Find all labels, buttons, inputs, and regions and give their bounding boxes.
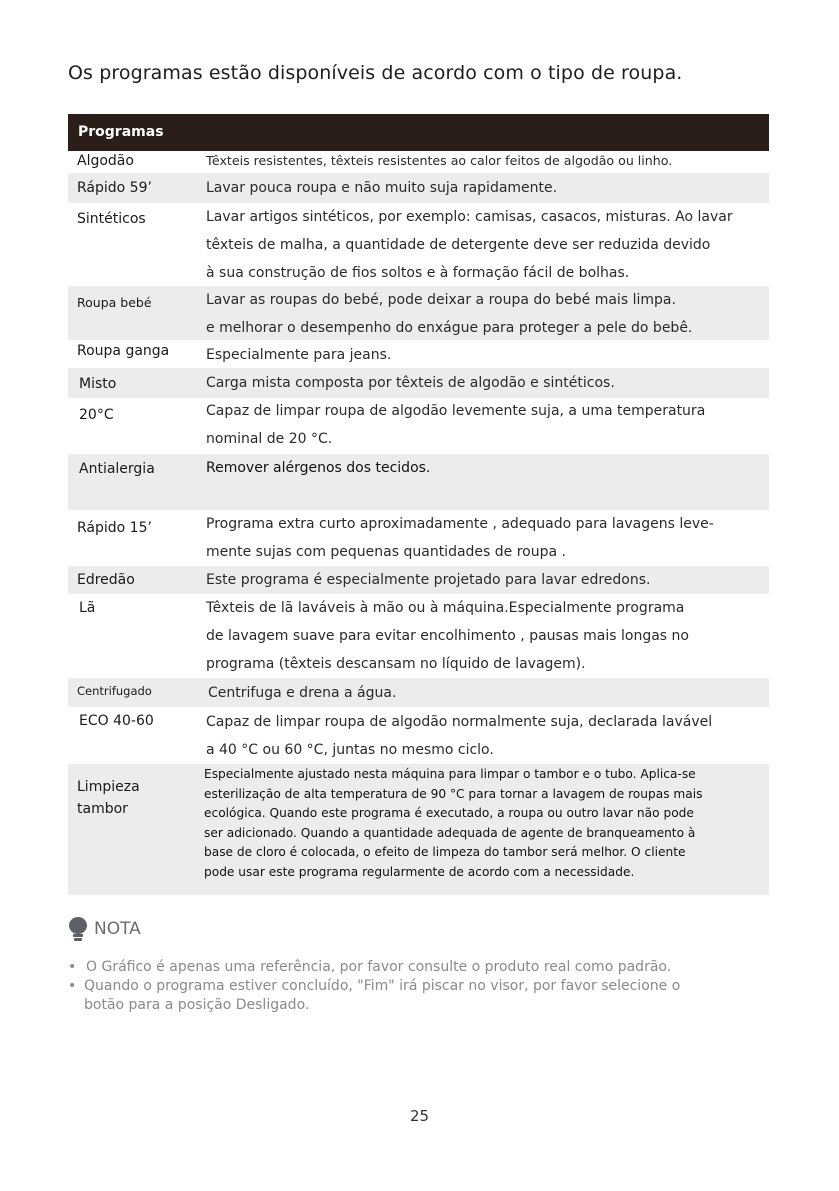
program-description [206,286,755,342]
desc-line: nominal de 20 °C. [206,431,333,447]
table-row [68,594,769,678]
desc-line: Têxteis de lã laváveis à mão ou à máquina.Especialmente programa [206,600,685,616]
program-name: Algodão [77,153,134,169]
program-name: ECO 40-60 [79,713,154,729]
program-name: Misto [79,376,117,392]
program-name: Roupa bebé [77,295,152,310]
note-text: O Gráfico é apenas uma referência, por favor consulte o produto real como padrão. [86,959,672,975]
desc-line: programa (têxteis descansam no líquido de lavagem). [206,656,586,672]
program-description [208,679,755,707]
desc-line: Centrifuga e drena a água. [208,685,397,701]
desc-line: Capaz de limpar roupa de algodão normalmente suja, declarada lavável [206,714,713,730]
lightbulb-icon [68,917,88,941]
program-description [206,510,755,566]
table-header: Programas [68,114,769,151]
desc-line: Lavar pouca roupa e não muito suja rapidamente. [206,180,558,196]
program-description [206,369,755,397]
table-row [68,454,769,510]
program-name: Sintéticos [77,211,146,227]
notes-list [68,958,748,1015]
program-description [206,708,755,764]
nota-section [68,917,141,941]
table-row [68,510,769,566]
table-row [68,151,769,173]
desc-line: têxteis de malha, a quantidade de detergente deve ser reduzida devido [206,237,711,253]
table-row [68,340,769,368]
desc-line: base de cloro é colocada, o efeito de limpeza do tambor será melhor. O cliente [204,845,686,859]
desc-line: ecológica. Quando este programa é executado, a roupa ou outro lavar não pode [204,806,694,820]
desc-line: pode usar este programa regularmente de acordo com a necessidade. [204,864,635,879]
desc-line: Remover alérgenos dos tecidos. [206,460,431,476]
table-row [68,203,769,286]
program-description [206,397,755,453]
program-name: Lã [79,600,96,616]
programs-table [68,114,769,895]
desc-line: Carga mista composta por têxteis de algodão e sintéticos. [206,375,615,391]
desc-line: Lavar as roupas do bebé, pode deixar a roupa do bebé mais limpa. [206,292,676,308]
page-number: 25 [409,1107,430,1125]
program-description [206,341,755,369]
note-text: Quando o programa estiver concluído, "Fim" irá piscar no visor, por favor selecione o [84,978,681,994]
program-description [206,147,755,175]
desc-line: Especialmente ajustado nesta máquina para limpar o tambor e o tubo. Aplica-se [204,767,696,781]
program-description [206,454,755,482]
program-description [206,594,755,678]
table-row [68,678,769,707]
table-row [68,707,769,764]
table-row [68,566,769,594]
program-description [204,765,755,882]
note-item [68,958,748,977]
table-row [68,173,769,203]
program-name: Rápido 59’ [77,180,152,196]
desc-line: mente sujas com pequenas quantidades de roupa . [206,544,566,560]
bullet: • [68,978,77,994]
desc-line: Capaz de limpar roupa de algodão levemente suja, a uma temperatura [206,403,706,419]
note-text: botão para a posição Desligado. [84,997,310,1013]
desc-line: esterilização de alta temperatura de 90 °C para tornar a lavagem de roupas mais [204,786,703,801]
desc-line: ser adicionado. Quando a quantidade adequada de agente de branqueamento à [204,825,696,840]
desc-line: Lavar artigos sintéticos, por exemplo: camisas, casacos, misturas. Ao lavar [206,209,733,225]
desc-line: Programa extra curto aproximadamente , adequado para lavagens leve- [206,516,714,532]
program-description [206,203,755,287]
table-row [68,398,769,454]
program-name: 20°C [79,407,114,423]
page-heading: Os programas estão disponíveis de acordo com o tipo de roupa. [68,62,683,84]
program-name: Centrifugado [77,684,152,698]
desc-line: Especialmente para jeans. [206,347,392,363]
program-description [206,174,755,202]
program-name: Rápido 15’ [77,520,152,536]
program-name: Antialergia [79,461,155,477]
program-description [206,566,755,594]
desc-line: e melhorar o desempenho do enxágue para proteger a pele do bebê. [206,320,693,336]
desc-line: Este programa é especialmente projetado para lavar edredons. [206,572,651,588]
note-item [68,977,748,1015]
desc-line: a 40 °C ou 60 °C, juntas no mesmo ciclo. [206,742,494,758]
table-row [68,286,769,340]
table-row [68,368,769,398]
nota-label: NOTA [94,919,141,939]
name-line: Limpieza [77,779,140,795]
table-row [68,764,769,895]
desc-line: à sua construção de fios soltos e à formação fácil de bolhas. [206,265,630,281]
desc-line: Têxteis resistentes, têxteis resistentes ao calor feitos de algodão ou linho. [206,153,673,168]
program-name [77,776,140,820]
program-name: Edredão [77,572,135,588]
desc-line: de lavagem suave para evitar encolhimento , pausas mais longas no [206,628,689,644]
name-line: tambor [77,801,128,817]
bullet: • [68,959,77,975]
program-name: Roupa ganga [77,343,170,359]
